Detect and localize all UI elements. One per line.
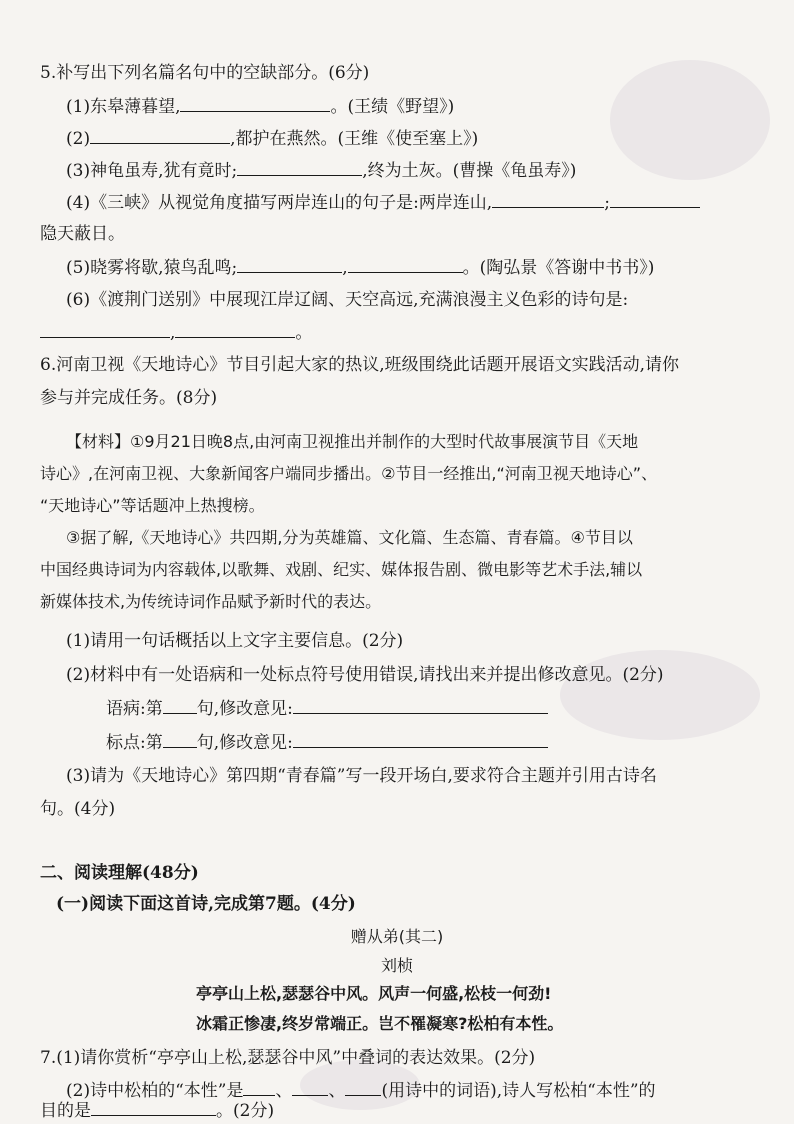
- poem-title: 赠从弟(其二): [350, 927, 444, 946]
- q5-item-4-cont: 隐天蔽日。: [40, 224, 125, 244]
- q7-sub-2: (2)诗中松柏的“本性”是 、 、 (用诗中的词语),诗人写松柏“本性”的: [66, 1081, 656, 1101]
- answer-blank[interactable]: [40, 321, 170, 338]
- section-2-part-1: (一)阅读下面这首诗,完成第7题。(4分): [56, 894, 356, 914]
- q6-title: 6.河南卫视《天地诗心》节目引起大家的热议,班级围绕此话题开展语文实践活动,请你: [40, 355, 680, 375]
- q7-sub-1: 7.(1)请你赏析“亭亭山上松,瑟瑟谷中风”中叠词的表达效果。(2分): [40, 1048, 536, 1068]
- answer-blank[interactable]: [243, 1079, 275, 1096]
- q6-material-line: 中国经典诗词为内容载体,以歌舞、戏剧、纪实、媒体报告剧、微电影等艺术手法,辅以: [40, 560, 643, 579]
- answer-blank[interactable]: [292, 1079, 328, 1096]
- q5-item-1: (1)东皋薄暮望, 。(王绩《野望》): [66, 97, 455, 117]
- answer-blank[interactable]: [90, 127, 230, 144]
- poem-line-1: 亭亭山上松,瑟瑟谷中风。风声一何盛,松枝一何劲!: [196, 984, 552, 1003]
- answer-blank[interactable]: [237, 159, 362, 176]
- q6-sub-3-cont: 句。(4分): [40, 799, 116, 819]
- answer-blank[interactable]: [237, 256, 342, 273]
- answer-blank[interactable]: [345, 1079, 381, 1096]
- section-2-title: 二、阅读理解(48分): [40, 863, 199, 883]
- q5-item-2: (2) ,都护在燕然。(王维《使至塞上》): [66, 129, 479, 149]
- answer-blank[interactable]: [610, 191, 700, 208]
- q6-material-line: 诗心》,在河南卫视、大象新闻客户端同步播出。②节目一经推出,“河南卫视天地诗心”、: [40, 464, 658, 483]
- poem-author: 刘桢: [380, 956, 413, 975]
- answer-blank[interactable]: [91, 1099, 216, 1116]
- q7-sub-2-cont: 目的是 。(2分): [40, 1101, 275, 1121]
- paper-stain: [610, 60, 770, 180]
- q6-material-line: ③据了解,《天地诗心》共四期,分为英雄篇、文化篇、生态篇、青春篇。④节目以: [66, 528, 633, 547]
- q6-sub-3: (3)请为《天地诗心》第四期“青春篇”写一段开场白,要求符合主题并引用古诗名: [66, 766, 657, 786]
- q6-material-line: “天地诗心”等话题冲上热搜榜。: [40, 496, 265, 515]
- q6-punct-answer: 标点:第 句,修改意见:: [106, 731, 548, 754]
- q5-title: 5.补写出下列名篇名句中的空缺部分。(6分): [40, 63, 370, 83]
- answer-blank[interactable]: [293, 731, 548, 748]
- q6-material-line: 新媒体技术,为传统诗词作品赋予新时代的表达。: [40, 592, 382, 611]
- answer-blank[interactable]: [163, 731, 197, 748]
- q5-item-4: (4)《三峡》从视觉角度描写两岸连山的句子是:两岸连山, ;: [66, 191, 700, 214]
- answer-blank[interactable]: [348, 256, 463, 273]
- q6-grammar-answer: 语病:第 句,修改意见:: [106, 697, 548, 720]
- q5-item-6-blanks: , 。: [40, 321, 312, 344]
- q6-title-cont: 参与并完成任务。(8分): [40, 388, 218, 408]
- poem-line-2: 冰霜正惨凄,终岁常端正。岂不罹凝寒?松柏有本性。: [196, 1014, 564, 1033]
- answer-blank[interactable]: [180, 95, 330, 112]
- q5-item-3: (3)神龟虽寿,犹有竟时; ,终为土灰。(曹操《龟虽寿》): [66, 161, 577, 181]
- answer-blank[interactable]: [293, 697, 548, 714]
- answer-blank[interactable]: [163, 697, 197, 714]
- q6-sub-1: (1)请用一句话概括以上文字主要信息。(2分): [66, 631, 404, 651]
- answer-blank[interactable]: [492, 191, 604, 208]
- q5-item-5: (5)晓雾将歇,猿鸟乱鸣; , 。(陶弘景《答谢中书书》): [66, 258, 655, 278]
- q6-sub-2: (2)材料中有一处语病和一处标点符号使用错误,请找出来并提出修改意见。(2分): [66, 665, 664, 685]
- q5-item-6: (6)《渡荆门送别》中展现江岸辽阔、天空高远,充满浪漫主义色彩的诗句是:: [66, 290, 629, 310]
- answer-blank[interactable]: [175, 321, 295, 338]
- q6-material-line: 【材料】①9月21日晚8点,由河南卫视推出并制作的大型时代故事展演节目《天地: [66, 432, 639, 451]
